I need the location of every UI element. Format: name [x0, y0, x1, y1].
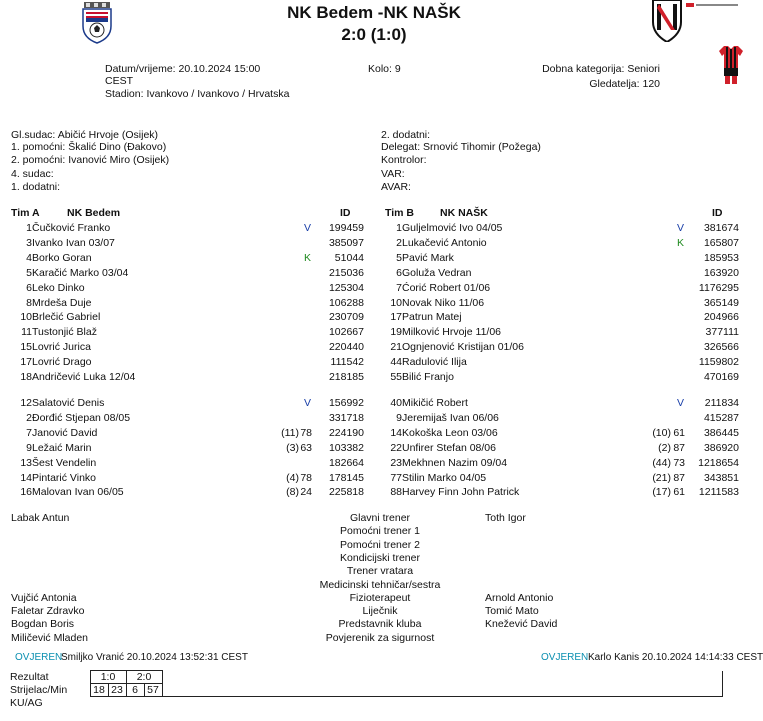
player-name: Mrdeša Duje [32, 296, 92, 309]
match-timezone: CEST [105, 75, 134, 87]
player-name: Borko Goran [32, 251, 92, 264]
scorer-cell: 23 [108, 684, 126, 697]
team-b-verified-detail: Karlo Kanis 20.10.2024 14:14:33 CEST [588, 652, 763, 663]
player-id: 165807 [703, 236, 739, 249]
jersey-icon [719, 46, 743, 89]
player-number: 44 [390, 356, 402, 369]
player-name: Salatović Denis [32, 397, 105, 409]
player-number: 88 [390, 486, 402, 499]
substitution-for: (10) [652, 426, 671, 439]
player-name: Goluža Vedran [402, 266, 472, 279]
player-name: Janović David [32, 426, 98, 439]
team-b-id-header: ID [712, 207, 723, 219]
player-id: 199459 [328, 222, 364, 234]
match-title: NK Bedem -NK NAŠK [287, 3, 461, 22]
player-number: 7 [396, 281, 402, 294]
official-assistant-2: 2. pomoćni: Ivanović Miro (Osijek) [11, 154, 170, 166]
staff-role: Pomoćni trener 2 [340, 538, 420, 551]
substitution-minute: 24 [300, 486, 312, 499]
team-a-verified-detail: Smiljko Vranić 20.10.2024 13:52:31 CEST [61, 652, 248, 663]
player-number: 17 [20, 356, 32, 369]
official-main-referee: Gl.sudac: Abičić Hrvoje (Osijek) [11, 129, 159, 141]
results-score-row [10, 671, 722, 684]
substitution-for: (21) [652, 471, 671, 484]
substitution-minute: 87 [673, 471, 685, 484]
spectators: Gledatelja: 120 [589, 78, 660, 90]
match-stadium: Stadion: Ivankovo / Ivankovo / Hrvatska [105, 88, 290, 100]
player-id: 185953 [703, 251, 739, 264]
player-name: Šest Vendelin [32, 456, 97, 469]
player-number: 55 [390, 371, 402, 383]
player-number: 14 [390, 426, 402, 439]
goalkeeper-marker: V [677, 397, 685, 409]
goalkeeper-marker: V [677, 222, 685, 234]
player-name: Karačić Marko 03/04 [32, 266, 129, 279]
player-name: Brlečić Gabriel [32, 311, 101, 324]
team-b-label: Tim B [385, 207, 414, 219]
substitution-minute: 78 [300, 426, 312, 439]
staff-role: Kondicijski trener [340, 551, 420, 564]
player-id: 385097 [328, 236, 364, 249]
substitution-minute: 63 [300, 441, 312, 454]
player-id: 224190 [328, 426, 364, 439]
player-name: Čučković Franko [32, 222, 111, 234]
player-name: Novak Niko 11/06 [402, 296, 485, 309]
player-number: 4 [26, 251, 32, 264]
match-datetime: Datum/vrijeme: 20.10.2024 15:00 [105, 63, 261, 75]
player-name: Kokoška Leon 03/06 [402, 426, 498, 439]
official-var: VAR: [381, 168, 405, 180]
substitution-minute: 87 [673, 441, 685, 454]
player-id: 220440 [328, 341, 364, 354]
player-number: 21 [390, 341, 402, 354]
match-score: 2:0 (1:0) [341, 25, 407, 44]
player-id: 1211583 [698, 486, 739, 499]
team-a-name: NK Bedem [67, 207, 121, 219]
staff-role: Fizioterapeut [349, 591, 411, 604]
player-number: 9 [396, 411, 402, 424]
empty-cell [90, 697, 722, 710]
player-number: 77 [390, 471, 402, 484]
player-name: Andričević Luka 12/04 [32, 371, 136, 383]
scorer-cell: 57 [144, 684, 162, 697]
score-cell: 1:0 [90, 671, 126, 684]
staff-team-a: Labak Antun [11, 512, 70, 524]
player-id: 102667 [328, 326, 364, 339]
results-row-label: Rezultat [10, 671, 49, 683]
player-name: Tustonjić Blaž [32, 326, 97, 339]
goalkeeper-marker: V [304, 222, 312, 234]
official-fourth: 4. sudac: [11, 168, 54, 180]
empty-cell [162, 684, 722, 697]
staff-role: Pomoćni trener 1 [340, 525, 420, 538]
staff-role: Liječnik [362, 605, 398, 618]
team-b-verified-status: OVJEREN [541, 652, 589, 663]
substitution-for: (2) [658, 441, 671, 454]
player-id: 381674 [703, 222, 739, 234]
player-number: 13 [20, 456, 32, 469]
official-delegate: Delegat: Srnović Tihomir (Požega) [381, 141, 541, 153]
scorer-cell: 6 [126, 684, 144, 697]
player-number: 5 [26, 266, 32, 279]
player-name: Bilić Franjo [402, 371, 454, 383]
player-number: 7 [26, 426, 32, 439]
player-number: 8 [26, 296, 32, 309]
player-id: 326566 [703, 341, 739, 354]
scorer-cell: 18 [90, 684, 108, 697]
match-round: Kolo: 9 [368, 63, 401, 75]
substitution-for: (4) [286, 471, 299, 484]
player-number: 10 [390, 296, 402, 309]
official-additional-1: 1. dodatni: [11, 181, 61, 193]
player-number: 3 [26, 236, 32, 249]
substitution-minute: 78 [300, 471, 312, 484]
player-id: 331718 [328, 411, 364, 424]
player-number: 14 [20, 471, 32, 484]
player-number: 9 [26, 441, 32, 454]
player-id: 178145 [328, 471, 364, 484]
substitution-for: (11) [281, 426, 299, 439]
player-id: 103382 [328, 441, 364, 454]
team-a-verified-status: OVJEREN [15, 652, 63, 663]
results-card-row [10, 697, 722, 710]
player-number: 22 [390, 441, 402, 454]
substitution-minute: 73 [673, 456, 685, 469]
player-number: 19 [390, 326, 402, 339]
player-id: 1176295 [698, 281, 739, 294]
player-id: 204966 [703, 311, 739, 324]
player-number: 6 [396, 266, 402, 279]
official-additional-2: 2. dodatni: [381, 129, 431, 141]
player-number: 2 [26, 411, 32, 424]
player-id: 163920 [703, 266, 739, 279]
player-id: 1218654 [698, 456, 739, 469]
staff-team-b: Knežević David [485, 618, 558, 631]
staff-team-a: Bogdan Boris [11, 618, 75, 631]
team-b-name: NK NAŠK [440, 207, 488, 219]
nk-nask-crest [650, 0, 684, 45]
official-avar: AVAR: [381, 181, 411, 193]
official-controller: Kontrolor: [381, 154, 427, 166]
player-name: Pintarić Vinko [32, 471, 97, 484]
player-number: 1 [26, 222, 32, 234]
staff-role: Predstavnik kluba [338, 618, 422, 631]
player-id: 215036 [328, 266, 364, 279]
player-id: 1159802 [698, 356, 739, 369]
player-id: 211834 [704, 397, 739, 409]
player-id: 106288 [328, 296, 364, 309]
player-number: 6 [26, 281, 32, 294]
player-id: 343851 [703, 471, 739, 484]
player-number: 17 [390, 311, 402, 324]
player-id: 225818 [328, 486, 364, 499]
player-id: 218185 [328, 371, 364, 383]
player-name: Mikičić Robert [402, 397, 468, 409]
player-name: Lukačević Antonio [402, 236, 487, 249]
player-id: 386920 [703, 441, 739, 454]
team-a-id-header: ID [340, 207, 351, 219]
player-name: Jeremijaš Ivan 06/06 [402, 411, 499, 424]
team-a-label: Tim A [11, 207, 40, 219]
player-id: 156992 [328, 397, 364, 409]
results-table [10, 670, 723, 710]
player-id: 125304 [328, 281, 364, 294]
captain-marker: K [304, 251, 312, 264]
player-number: 11 [21, 326, 32, 339]
player-name: Malovan Ivan 06/05 [32, 486, 124, 499]
player-number: 16 [20, 486, 32, 499]
player-name: Ognjenović Kristijan 01/06 [402, 341, 524, 354]
player-name: Lovrić Drago [32, 356, 92, 369]
substitution-for: (17) [652, 486, 671, 499]
age-category: Dobna kategorija: Seniori [542, 63, 660, 75]
goalkeeper-marker: V [304, 397, 312, 409]
player-name: Stilin Marko 04/05 [402, 471, 487, 484]
player-name: Harvey Finn John Patrick [402, 486, 520, 499]
staff-team-b: Arnold Antonio [485, 591, 554, 604]
nk-bedem-crest [80, 2, 114, 47]
staff-team-b: Tomić Mato [485, 605, 539, 618]
player-number: 1 [396, 222, 402, 234]
player-number: 15 [20, 341, 32, 354]
player-id: 365149 [703, 296, 739, 309]
empty-cell [162, 671, 722, 684]
player-name: Unfirer Stefan 08/06 [402, 441, 496, 454]
player-name: Pavić Mark [402, 251, 454, 264]
player-number: 10 [20, 311, 32, 324]
player-name: Radulović Ilija [402, 356, 467, 369]
player-name: Mekhnen Nazim 09/04 [402, 456, 508, 469]
staff-team-a: Vujčić Antonia [11, 591, 77, 604]
player-name: Đorđić Stjepan 08/05 [32, 411, 131, 424]
player-id: 470169 [703, 371, 739, 383]
player-name: Ležaić Marin [32, 441, 92, 454]
player-number: 18 [20, 371, 32, 383]
substitution-minute: 61 [673, 486, 685, 499]
player-name: Ivanko Ivan 03/07 [32, 236, 115, 249]
player-number: 23 [390, 456, 402, 469]
staff-role: Trener vratara [346, 565, 414, 578]
player-id: 386445 [703, 426, 739, 439]
player-id: 51044 [334, 251, 364, 264]
player-id: 182664 [328, 456, 364, 469]
player-number: 40 [390, 397, 402, 409]
staff-role: Povjerenik za sigurnost [325, 631, 435, 644]
staff-team-a: Faletar Zdravko [11, 605, 85, 618]
player-id: 377111 [705, 326, 739, 339]
staff-role: Medicinski tehničar/sestra [319, 578, 441, 591]
results-row-label: Strijelac/Min [10, 684, 68, 696]
results-row-label: KU/AG [10, 697, 43, 709]
captain-marker: K [677, 236, 685, 249]
player-name: Ćorić Robert 01/06 [402, 281, 491, 294]
staff-team-b: Toth Igor [485, 512, 526, 524]
nask-header-strip [686, 0, 740, 12]
staff-team-a: Miličević Mladen [11, 631, 89, 644]
results-scorer-row [10, 684, 722, 697]
score-cell: 2:0 [126, 671, 162, 684]
player-id: 111542 [330, 356, 364, 369]
substitution-minute: 61 [673, 426, 685, 439]
player-name: Milković Hrvoje 11/06 [402, 326, 502, 339]
player-name: Guljelmović Ivo 04/05 [402, 222, 503, 234]
player-number: 12 [20, 397, 32, 409]
player-id: 415287 [703, 411, 739, 424]
staff-role: Glavni trener [349, 512, 411, 524]
player-name: Patrun Matej [402, 311, 462, 324]
player-name: Lovrić Jurica [32, 341, 91, 354]
substitution-for: (8) [286, 486, 299, 499]
player-name: Leko Dinko [32, 281, 85, 294]
player-number: 5 [396, 251, 402, 264]
official-assistant-1: 1. pomoćni: Škalić Dino (Đakovo) [11, 141, 167, 153]
player-number: 2 [396, 236, 402, 249]
player-id: 230709 [328, 311, 364, 324]
substitution-for: (3) [286, 441, 299, 454]
substitution-for: (44) [652, 456, 671, 469]
